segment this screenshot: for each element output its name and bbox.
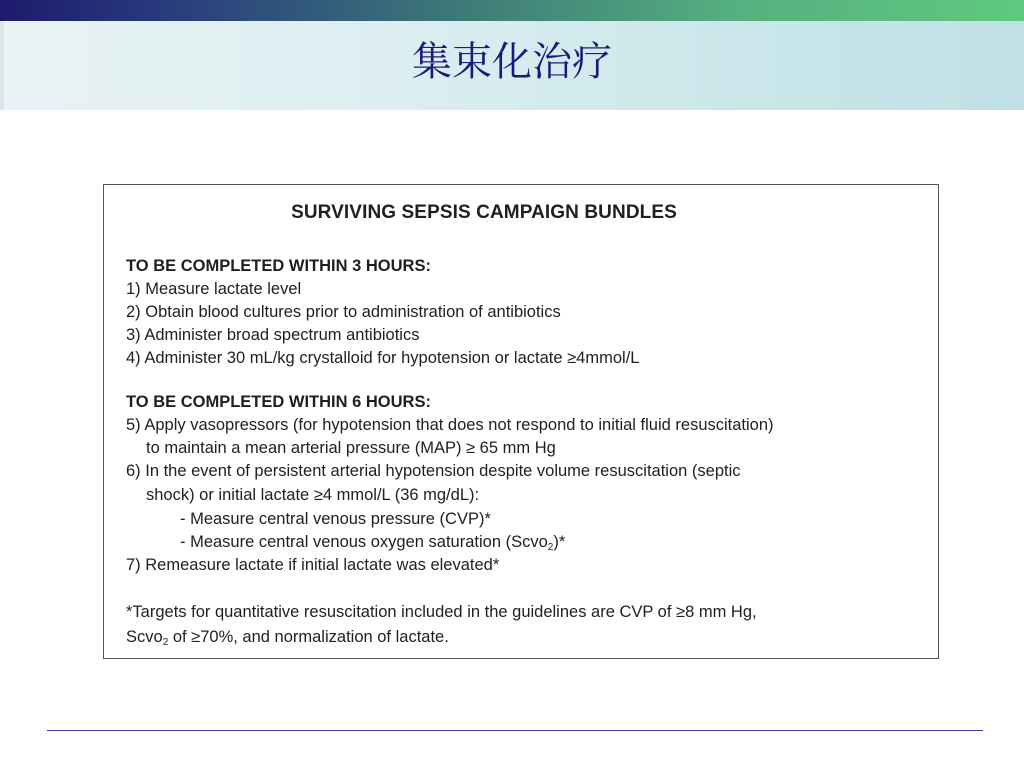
bundle-item-7: 7) Remeasure lactate if initial lactate was elevated* bbox=[126, 556, 500, 574]
top-accent-stripe bbox=[0, 0, 1024, 21]
slide-title: 集束化治疗 bbox=[412, 39, 612, 85]
footer-rule bbox=[47, 730, 983, 731]
section-3-hours-heading: TO BE COMPLETED WITHIN 3 HOURS: bbox=[126, 257, 431, 275]
bundles-figure bbox=[103, 184, 939, 659]
bundle-item-2: 2) Obtain blood cultures prior to administration of antibiotics bbox=[126, 303, 561, 321]
bundle-item-3: 3) Administer broad spectrum antibiotics bbox=[126, 326, 420, 344]
footnote-line-1: *Targets for quantitative resuscitation included in the guidelines are CVP of ≥8 mm Hg, bbox=[126, 603, 757, 621]
footnote-subscript: 2 bbox=[162, 637, 169, 648]
footnote-tail: of ≥70%, and normalization of lactate. bbox=[168, 628, 449, 646]
sub-item-cvp: - Measure central venous pressure (CVP)* bbox=[180, 510, 491, 528]
section-6-hours-heading: TO BE COMPLETED WITHIN 6 HOURS: bbox=[126, 393, 431, 411]
footnote-line-2 bbox=[126, 628, 449, 648]
bundle-item-1: 1) Measure lactate level bbox=[126, 280, 302, 298]
sub-item-scvo2 bbox=[180, 533, 565, 553]
bundle-item-5-line-2: to maintain a mean arterial pressure (MAP) ≥ 65 mm Hg bbox=[146, 439, 556, 457]
footnote-scvo-text: Scvo bbox=[126, 628, 163, 646]
sub-item-scvo2-subscript: 2 bbox=[547, 542, 554, 553]
bundle-item-6-line-2: shock) or initial lactate ≥4 mmol/L (36 mg/dL): bbox=[146, 486, 480, 504]
sub-item-scvo2-tail: )* bbox=[553, 533, 566, 551]
bundle-item-6-line-1: 6) In the event of persistent arterial hypotension despite volume resuscitation (septic bbox=[126, 462, 741, 480]
bundle-item-4: 4) Administer 30 mL/kg crystalloid for hypotension or lactate ≥4mmol/L bbox=[126, 349, 640, 367]
bundle-item-5-line-1: 5) Apply vasopressors (for hypotension that does not respond to initial fluid resuscitation) bbox=[126, 416, 774, 434]
sub-item-scvo2-text: - Measure central venous oxygen saturation (Scvo bbox=[180, 533, 548, 551]
figure-heading: SURVIVING SEPSIS CAMPAIGN BUNDLES bbox=[291, 202, 677, 223]
